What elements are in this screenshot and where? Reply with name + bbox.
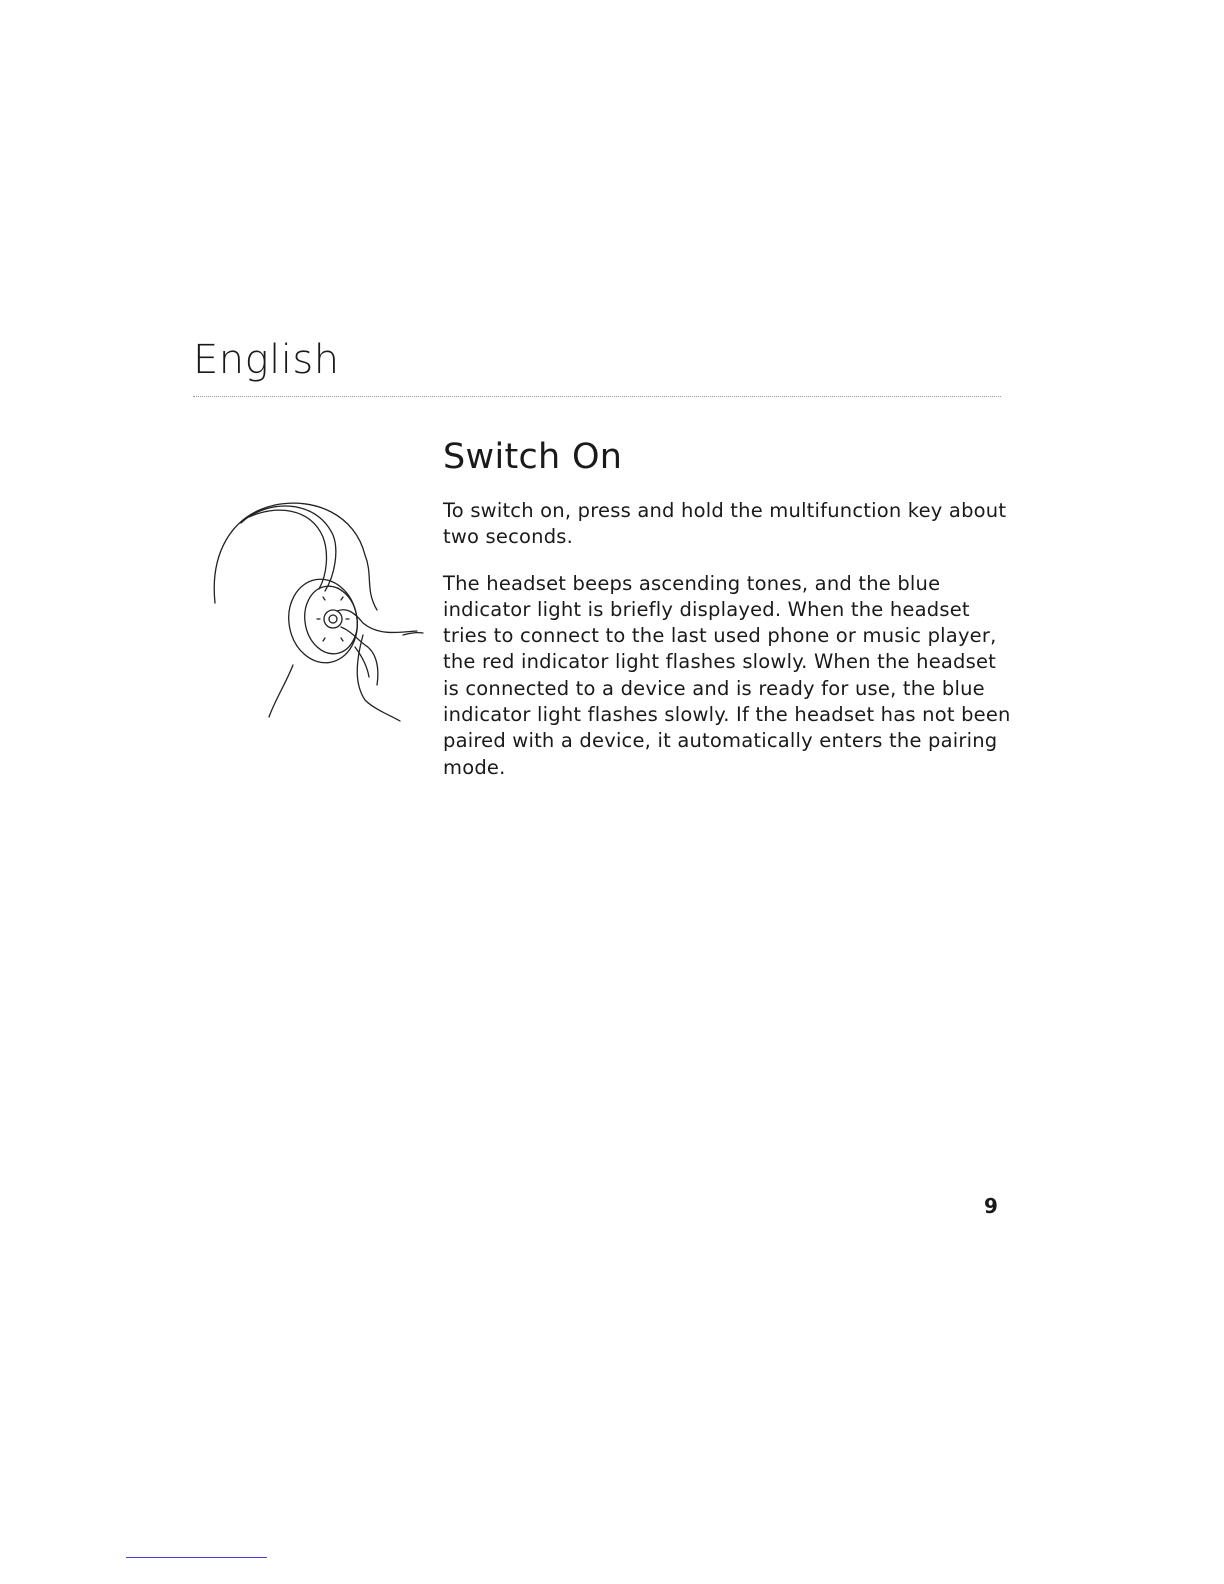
section-title: English xyxy=(193,337,340,383)
paragraph: The headset beeps ascending tones, and the blue indicator light is briefly displayed. When the headset tries to connect to the last used phone or music player, the red indicator light flashes slowly. When the headset is connected to a device and is ready for use, the blue indicator light flashes slowly. If the headset has not been paired with a device, it automatically enters the pairing mode. xyxy=(443,571,1011,779)
content-column xyxy=(443,436,1013,801)
section-divider xyxy=(193,396,1001,397)
paragraph: To switch on, press and hold the multifunction key about two seconds. xyxy=(443,499,1007,549)
headset-switch-on-illustration xyxy=(205,495,435,725)
page-number: 9 xyxy=(984,1194,998,1218)
section-heading: Switch On xyxy=(443,437,623,477)
footer-line xyxy=(126,1557,267,1558)
